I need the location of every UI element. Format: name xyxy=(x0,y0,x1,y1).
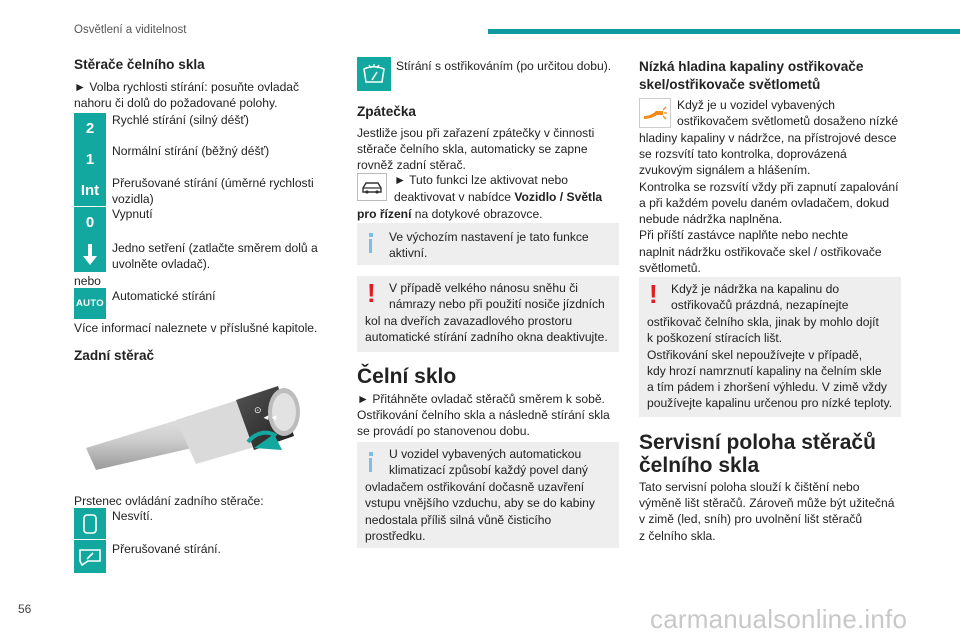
or-text: nebo xyxy=(74,274,101,288)
speed-2-label: Rychlé stírání (silný déšť) xyxy=(112,113,249,127)
info-icon xyxy=(369,239,372,253)
warning-note-snow xyxy=(357,276,619,352)
rear-intermittent-icon xyxy=(74,540,106,573)
speed-1-label: Normální stírání (běžný déšť) xyxy=(112,144,270,158)
info-icon xyxy=(369,458,372,472)
info-climate-line-2: klimatizací způsobí každý povel daný xyxy=(389,463,588,477)
service-line-4: z čelního skla. xyxy=(639,529,716,543)
rear-wiper-heading: Zadní stěrač xyxy=(74,348,155,363)
info-climate-line-3: ovladačem ostřikování dočasně uzavření xyxy=(365,480,585,494)
washer-fluid-warning-icon xyxy=(639,98,671,128)
intermittent-label-line-1: Přerušované stírání (úměrné rychlosti xyxy=(112,176,314,190)
low-fluid-line-7: a při každém povelu daném ovladačem, dokud xyxy=(639,196,890,210)
warn-empty-line-1: Když je nádržka na kapalinu do xyxy=(671,282,840,296)
speed-1-icon: 1 xyxy=(74,144,106,175)
low-fluid-line-4: se rozsvítí tato kontrolka, doprovázená xyxy=(639,147,847,161)
wash-wipe-label: Stírání s ostřikováním (po určitou dobu). xyxy=(396,59,612,73)
page-number: 56 xyxy=(18,602,32,616)
warn-empty-line-2: ostřikovačů prázdná, nezapínejte xyxy=(671,298,849,312)
low-fluid-line-9: Při příští zastávce naplňte nebo nechte xyxy=(639,228,849,242)
reverse-tip-prefix: deaktivovat v nabídce xyxy=(394,190,515,204)
warn-snow-line-2: námrazy nebo při použití nosiče jízdních xyxy=(389,297,605,311)
windscreen-heading: Čelní sklo xyxy=(357,365,457,388)
vehicle-menu-icon xyxy=(357,173,387,201)
info-default-line-1: Ve výchozím nastavení je tato funkce xyxy=(389,230,589,244)
down-arrow-icon xyxy=(74,238,106,272)
warn-empty-line-5: Ostřikování skel nepoužívejte v případě, xyxy=(647,348,863,362)
section-title: Osvětlení a viditelnost xyxy=(74,24,187,36)
low-fluid-line-8: nebude nádržka naplněna. xyxy=(639,212,783,226)
single-wipe-label-line-2: uvolněte ovladač). xyxy=(112,257,211,271)
service-line-2: výměně lišt stěračů. Zároveň může být užitečná xyxy=(639,496,895,510)
svg-text:⊙: ⊙ xyxy=(254,405,262,415)
warn-snow-line-4: automatické stírání zadního okna deaktivujte. xyxy=(365,330,608,344)
reverse-tip-line-3 xyxy=(357,206,543,223)
reverse-text-line-2: stěrače čelního skla, automaticky se zapne xyxy=(357,142,588,156)
reverse-tip-line-1: ► Tuto funkci lze aktivovat nebo xyxy=(394,173,568,187)
single-wipe-label-line-1: Jedno setření (zatlačte směrem dolů a xyxy=(112,241,318,255)
info-climate-line-4: vstupu vnějšího vzduchu, aby se do kabiny xyxy=(365,496,595,510)
info-note-default xyxy=(357,223,619,265)
warning-note-empty-tank xyxy=(639,277,901,417)
warn-empty-line-7: a tím pádem i zhoršení výhledu. V zimě vždy xyxy=(647,380,887,394)
warning-icon: ! xyxy=(367,278,376,308)
warning-icon: ! xyxy=(649,279,658,309)
low-fluid-line-5: zvukovým signálem a hlášením. xyxy=(639,163,811,177)
warn-snow-line-1: V případě velkého nánosu sněhu či xyxy=(389,281,578,295)
low-fluid-line-3: hladiny kapaliny v nádržce, na přístrojové desce xyxy=(639,131,897,145)
speed-2-icon: 2 xyxy=(74,113,106,144)
watermark: carmanualsonline.info xyxy=(650,604,908,634)
reverse-text-line-1: Jestliže jsou při zařazení zpátečky v činnosti xyxy=(357,126,595,140)
service-line-1: Tato servisní poloha slouží k čištění nebo xyxy=(639,480,860,494)
wipers-heading: Stěrače čelního skla xyxy=(74,57,205,72)
warn-empty-line-6: kdy hrozí namrznutí kapaliny na čelním skle xyxy=(647,364,882,378)
reverse-heading: Zpátečka xyxy=(357,104,416,119)
svg-text:◄◄: ◄◄ xyxy=(262,413,278,422)
info-icon-dot xyxy=(369,233,373,237)
info-icon-dot xyxy=(369,452,373,456)
info-climate-line-1: U vozidel vybavených automatickou xyxy=(389,447,582,461)
intermittent-label-line-2: vozidla) xyxy=(112,192,154,206)
service-line-3: v zimě (led, sníh) pro uvolnění lišt stěračů xyxy=(639,512,863,526)
windscreen-line-3: se provádí po stanovenou dobu. xyxy=(357,424,530,438)
auto-icon: AUTO xyxy=(74,288,106,319)
warn-empty-line-4: k poškození stíracích lišt. xyxy=(647,331,783,345)
header-accent-bar xyxy=(488,29,960,34)
wipers-intro-line-1: ► Volba rychlosti stírání: posuňte ovladač xyxy=(74,80,300,94)
reverse-tip-suffix: na dotykové obrazovce. xyxy=(411,207,543,221)
reverse-tip-menu-path: Vozidlo / Světla xyxy=(514,190,603,204)
rear-ring-text: Prstenec ovládání zadního stěrače: xyxy=(74,494,264,508)
rear-off-icon xyxy=(74,508,106,539)
low-fluid-heading-line-1: Nízká hladina kapaliny ostřikovače xyxy=(639,59,864,74)
info-default-line-2: aktivní. xyxy=(389,246,428,260)
low-fluid-heading-line-2: skel/ostřikovače světlometů xyxy=(639,77,821,92)
info-climate-line-6: prostředku. xyxy=(365,529,426,543)
low-fluid-line-1: Když je u vozidel vybavených xyxy=(677,98,835,112)
warn-snow-line-3: kol na dveřích zavazadlového prostoru xyxy=(365,314,573,328)
rear-wiper-stalk-illustration xyxy=(86,378,310,476)
reverse-text-line-3: rovněž zadní stěrač. xyxy=(357,158,466,172)
info-note-climate xyxy=(357,442,619,548)
wash-wipe-icon xyxy=(357,57,391,91)
rear-off-label: Nesvítí. xyxy=(112,509,153,523)
windscreen-line-1: ► Přitáhněte ovladač stěračů směrem k sobě. xyxy=(357,392,605,406)
low-fluid-line-10: naplnit nádržku ostřikovače skel / ostřikovače xyxy=(639,245,882,259)
warn-empty-line-8: používejte kapalinu určenou pro nízké teploty. xyxy=(647,396,893,410)
more-info-text: Více informací naleznete v příslušné kapitole. xyxy=(74,321,318,335)
intermittent-icon: Int xyxy=(74,175,106,206)
wipers-intro-line-2: nahoru či dolů do požadované polohy. xyxy=(74,96,278,110)
reverse-tip-menu-path-end: pro řízení xyxy=(357,207,412,221)
info-climate-line-5: nedostala příliš silná vůně čisticího xyxy=(365,513,552,527)
service-heading-line-2: čelního skla xyxy=(639,454,760,477)
off-label: Vypnutí xyxy=(112,207,153,221)
rear-intermittent-label: Přerušované stírání. xyxy=(112,542,221,556)
reverse-tip-line-2 xyxy=(394,189,602,206)
service-heading-line-1: Servisní poloha stěračů xyxy=(639,431,876,454)
auto-label: Automatické stírání xyxy=(112,289,216,303)
low-fluid-line-11: světlometů. xyxy=(639,261,701,275)
windscreen-line-2: Ostřikování čelního skla a následně stírání skla xyxy=(357,408,610,422)
warn-empty-line-3: ostřikovač čelního skla, jinak by mohlo dojít xyxy=(647,315,879,329)
off-icon: 0 xyxy=(74,207,106,238)
low-fluid-line-2: ostřikovačem světlometů dosaženo nízké xyxy=(677,114,899,128)
low-fluid-line-6: Kontrolka se rozsvítí vždy při zapnutí zapalování xyxy=(639,180,899,194)
